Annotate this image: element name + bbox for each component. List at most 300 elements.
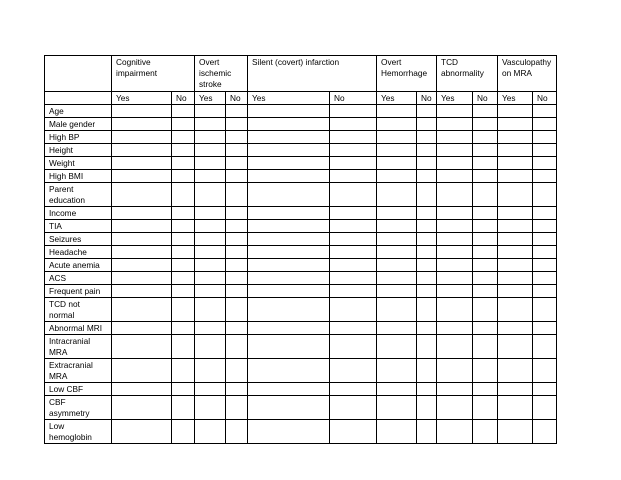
table-row	[45, 220, 557, 233]
empty-cell	[330, 322, 377, 335]
empty-cell	[330, 285, 377, 298]
empty-cell	[248, 170, 330, 183]
yes-no-corner-cell	[45, 92, 112, 105]
corner-cell	[45, 56, 112, 92]
empty-cell	[172, 220, 195, 233]
empty-cell	[533, 170, 557, 183]
empty-cell	[377, 233, 417, 246]
table-row	[45, 335, 557, 359]
empty-cell	[248, 220, 330, 233]
empty-cell	[195, 118, 226, 131]
row-label: Parent education	[45, 183, 112, 207]
table-row	[45, 396, 557, 420]
empty-cell	[195, 105, 226, 118]
empty-cell	[417, 335, 437, 359]
empty-cell	[112, 183, 172, 207]
table-row	[45, 272, 557, 285]
data-table	[44, 55, 557, 444]
empty-cell	[437, 322, 473, 335]
empty-cell	[498, 285, 533, 298]
empty-cell	[417, 157, 437, 170]
empty-cell	[195, 272, 226, 285]
empty-cell	[417, 233, 437, 246]
table-row	[45, 322, 557, 335]
yes-header: Yes	[377, 92, 417, 105]
empty-cell	[533, 396, 557, 420]
empty-cell	[498, 335, 533, 359]
table-row	[45, 183, 557, 207]
row-label: TCD not normal	[45, 298, 112, 322]
empty-cell	[473, 285, 498, 298]
row-label: Intracranial MRA	[45, 335, 112, 359]
empty-cell	[498, 359, 533, 383]
empty-cell	[112, 220, 172, 233]
empty-cell	[226, 233, 248, 246]
empty-cell	[172, 396, 195, 420]
empty-cell	[473, 383, 498, 396]
empty-cell	[377, 359, 417, 383]
group-header-overt-hemorrhage: Overt Hemorrhage	[377, 56, 437, 92]
empty-cell	[112, 335, 172, 359]
group-header-tcd-abnormality: TCD abnormality	[437, 56, 498, 92]
empty-cell	[248, 105, 330, 118]
empty-cell	[473, 396, 498, 420]
empty-cell	[112, 396, 172, 420]
empty-cell	[437, 420, 473, 444]
empty-cell	[533, 322, 557, 335]
empty-cell	[498, 220, 533, 233]
table-row	[45, 207, 557, 220]
group-header-silent-infarction: Silent (covert) infarction	[248, 56, 377, 92]
empty-cell	[112, 259, 172, 272]
empty-cell	[195, 322, 226, 335]
yes-header: Yes	[112, 92, 172, 105]
empty-cell	[533, 383, 557, 396]
row-label: High BP	[45, 131, 112, 144]
no-header: No	[417, 92, 437, 105]
empty-cell	[437, 383, 473, 396]
empty-cell	[226, 105, 248, 118]
row-label: Headache	[45, 246, 112, 259]
empty-cell	[330, 157, 377, 170]
empty-cell	[195, 335, 226, 359]
empty-cell	[330, 207, 377, 220]
empty-cell	[377, 322, 417, 335]
empty-cell	[533, 420, 557, 444]
row-label: CBF asymmetry	[45, 396, 112, 420]
group-header-vasculopathy: Vasculopathy on MRA	[498, 56, 557, 92]
empty-cell	[172, 157, 195, 170]
empty-cell	[377, 183, 417, 207]
empty-cell	[330, 272, 377, 285]
empty-cell	[377, 335, 417, 359]
empty-cell	[172, 118, 195, 131]
empty-cell	[226, 144, 248, 157]
empty-cell	[417, 420, 437, 444]
empty-cell	[172, 285, 195, 298]
empty-cell	[533, 131, 557, 144]
empty-cell	[417, 272, 437, 285]
empty-cell	[195, 170, 226, 183]
empty-cell	[226, 259, 248, 272]
empty-cell	[473, 131, 498, 144]
empty-cell	[195, 259, 226, 272]
row-label: Extracranial MRA	[45, 359, 112, 383]
empty-cell	[172, 272, 195, 285]
empty-cell	[112, 322, 172, 335]
row-label: Height	[45, 144, 112, 157]
table-row	[45, 144, 557, 157]
table-row	[45, 420, 557, 444]
empty-cell	[112, 359, 172, 383]
empty-cell	[330, 144, 377, 157]
empty-cell	[112, 383, 172, 396]
empty-cell	[533, 272, 557, 285]
empty-cell	[437, 285, 473, 298]
empty-cell	[172, 144, 195, 157]
empty-cell	[417, 170, 437, 183]
empty-cell	[248, 396, 330, 420]
empty-cell	[498, 396, 533, 420]
empty-cell	[417, 246, 437, 259]
empty-cell	[498, 383, 533, 396]
empty-cell	[417, 220, 437, 233]
empty-cell	[437, 157, 473, 170]
empty-cell	[195, 131, 226, 144]
row-label: ACS	[45, 272, 112, 285]
empty-cell	[226, 207, 248, 220]
empty-cell	[112, 246, 172, 259]
empty-cell	[437, 298, 473, 322]
empty-cell	[248, 383, 330, 396]
empty-cell	[195, 246, 226, 259]
empty-cell	[112, 157, 172, 170]
empty-cell	[533, 183, 557, 207]
empty-cell	[377, 298, 417, 322]
empty-cell	[437, 118, 473, 131]
empty-cell	[248, 118, 330, 131]
empty-cell	[417, 259, 437, 272]
empty-cell	[533, 118, 557, 131]
empty-cell	[195, 383, 226, 396]
empty-cell	[195, 359, 226, 383]
empty-cell	[533, 207, 557, 220]
empty-cell	[112, 105, 172, 118]
empty-cell	[498, 272, 533, 285]
empty-cell	[498, 105, 533, 118]
empty-cell	[195, 420, 226, 444]
row-label: TIA	[45, 220, 112, 233]
empty-cell	[112, 170, 172, 183]
empty-cell	[498, 420, 533, 444]
empty-cell	[226, 359, 248, 383]
empty-cell	[172, 233, 195, 246]
empty-cell	[248, 259, 330, 272]
empty-cell	[226, 285, 248, 298]
empty-cell	[417, 322, 437, 335]
empty-cell	[248, 144, 330, 157]
empty-cell	[533, 298, 557, 322]
empty-cell	[498, 207, 533, 220]
yes-header: Yes	[248, 92, 330, 105]
empty-cell	[498, 170, 533, 183]
group-header-overt-ischemic-stroke: Overt ischemic stroke	[195, 56, 248, 92]
empty-cell	[533, 105, 557, 118]
empty-cell	[437, 259, 473, 272]
empty-cell	[172, 322, 195, 335]
empty-cell	[473, 207, 498, 220]
empty-cell	[377, 383, 417, 396]
empty-cell	[377, 157, 417, 170]
empty-cell	[330, 170, 377, 183]
empty-cell	[112, 272, 172, 285]
empty-cell	[473, 183, 498, 207]
empty-cell	[417, 298, 437, 322]
empty-cell	[437, 207, 473, 220]
empty-cell	[248, 246, 330, 259]
empty-cell	[533, 285, 557, 298]
no-header: No	[533, 92, 557, 105]
empty-cell	[498, 233, 533, 246]
group-header-cognitive: Cognitive impairment	[112, 56, 195, 92]
empty-cell	[377, 170, 417, 183]
empty-cell	[112, 118, 172, 131]
empty-cell	[437, 105, 473, 118]
empty-cell	[417, 359, 437, 383]
empty-cell	[498, 183, 533, 207]
table-row	[45, 118, 557, 131]
empty-cell	[473, 322, 498, 335]
empty-cell	[330, 396, 377, 420]
empty-cell	[226, 183, 248, 207]
empty-cell	[112, 207, 172, 220]
row-label: Seizures	[45, 233, 112, 246]
empty-cell	[248, 420, 330, 444]
no-header: No	[226, 92, 248, 105]
empty-cell	[226, 118, 248, 131]
table-row	[45, 157, 557, 170]
row-label: Income	[45, 207, 112, 220]
empty-cell	[248, 285, 330, 298]
empty-cell	[226, 157, 248, 170]
empty-cell	[226, 298, 248, 322]
empty-cell	[377, 207, 417, 220]
empty-cell	[377, 285, 417, 298]
empty-cell	[377, 420, 417, 444]
empty-cell	[498, 118, 533, 131]
empty-cell	[195, 298, 226, 322]
empty-cell	[377, 259, 417, 272]
empty-cell	[473, 272, 498, 285]
empty-cell	[172, 183, 195, 207]
empty-cell	[377, 118, 417, 131]
empty-cell	[437, 233, 473, 246]
empty-cell	[473, 259, 498, 272]
empty-cell	[330, 105, 377, 118]
empty-cell	[498, 131, 533, 144]
empty-cell	[172, 420, 195, 444]
empty-cell	[195, 220, 226, 233]
empty-cell	[226, 272, 248, 285]
empty-cell	[248, 233, 330, 246]
empty-cell	[248, 272, 330, 285]
empty-cell	[437, 396, 473, 420]
empty-cell	[417, 118, 437, 131]
empty-cell	[112, 285, 172, 298]
header-row	[45, 56, 557, 92]
empty-cell	[377, 131, 417, 144]
empty-cell	[195, 396, 226, 420]
empty-cell	[172, 207, 195, 220]
empty-cell	[417, 285, 437, 298]
yes-header: Yes	[437, 92, 473, 105]
empty-cell	[377, 246, 417, 259]
empty-cell	[437, 170, 473, 183]
table-row	[45, 170, 557, 183]
empty-cell	[498, 259, 533, 272]
empty-cell	[226, 322, 248, 335]
table-row	[45, 131, 557, 144]
empty-cell	[437, 220, 473, 233]
empty-cell	[473, 220, 498, 233]
empty-cell	[112, 420, 172, 444]
empty-cell	[437, 335, 473, 359]
empty-cell	[377, 144, 417, 157]
table-row	[45, 105, 557, 118]
empty-cell	[226, 335, 248, 359]
empty-cell	[248, 359, 330, 383]
empty-cell	[437, 144, 473, 157]
empty-cell	[417, 105, 437, 118]
table-row	[45, 285, 557, 298]
yes-header: Yes	[195, 92, 226, 105]
empty-cell	[377, 105, 417, 118]
empty-cell	[330, 131, 377, 144]
empty-cell	[473, 298, 498, 322]
empty-cell	[377, 396, 417, 420]
empty-cell	[226, 246, 248, 259]
empty-cell	[473, 335, 498, 359]
empty-cell	[195, 233, 226, 246]
empty-cell	[195, 285, 226, 298]
empty-cell	[248, 183, 330, 207]
empty-cell	[226, 420, 248, 444]
empty-cell	[473, 105, 498, 118]
empty-cell	[498, 157, 533, 170]
no-header: No	[330, 92, 377, 105]
empty-cell	[437, 359, 473, 383]
empty-cell	[172, 246, 195, 259]
empty-cell	[226, 396, 248, 420]
table-row	[45, 246, 557, 259]
empty-cell	[172, 383, 195, 396]
no-header: No	[473, 92, 498, 105]
empty-cell	[248, 157, 330, 170]
empty-cell	[473, 420, 498, 444]
empty-cell	[417, 396, 437, 420]
no-header: No	[172, 92, 195, 105]
empty-cell	[226, 131, 248, 144]
empty-cell	[248, 298, 330, 322]
table-row	[45, 359, 557, 383]
row-label: Frequent pain	[45, 285, 112, 298]
empty-cell	[112, 298, 172, 322]
empty-cell	[437, 272, 473, 285]
table-row	[45, 298, 557, 322]
empty-cell	[437, 246, 473, 259]
empty-cell	[533, 259, 557, 272]
empty-cell	[473, 170, 498, 183]
empty-cell	[533, 335, 557, 359]
empty-cell	[248, 207, 330, 220]
empty-cell	[195, 157, 226, 170]
empty-cell	[473, 246, 498, 259]
empty-cell	[112, 233, 172, 246]
empty-cell	[498, 322, 533, 335]
empty-cell	[112, 131, 172, 144]
empty-cell	[417, 183, 437, 207]
empty-cell	[330, 335, 377, 359]
empty-cell	[533, 157, 557, 170]
empty-cell	[195, 207, 226, 220]
empty-cell	[330, 420, 377, 444]
table-row	[45, 233, 557, 246]
empty-cell	[248, 322, 330, 335]
empty-cell	[498, 144, 533, 157]
row-label: Age	[45, 105, 112, 118]
empty-cell	[437, 131, 473, 144]
row-label: Weight	[45, 157, 112, 170]
empty-cell	[437, 183, 473, 207]
empty-cell	[330, 259, 377, 272]
empty-cell	[195, 183, 226, 207]
empty-cell	[417, 144, 437, 157]
row-label: Male gender	[45, 118, 112, 131]
empty-cell	[533, 233, 557, 246]
empty-cell	[330, 233, 377, 246]
table-body	[45, 56, 557, 444]
empty-cell	[195, 144, 226, 157]
table-row	[45, 383, 557, 396]
empty-cell	[417, 383, 437, 396]
row-label: Low hemoglobin	[45, 420, 112, 444]
empty-cell	[172, 131, 195, 144]
empty-cell	[172, 359, 195, 383]
row-label: Acute anemia	[45, 259, 112, 272]
empty-cell	[473, 233, 498, 246]
empty-cell	[330, 220, 377, 233]
empty-cell	[533, 220, 557, 233]
empty-cell	[330, 246, 377, 259]
table-row	[45, 259, 557, 272]
empty-cell	[330, 359, 377, 383]
row-label: High BMI	[45, 170, 112, 183]
empty-cell	[417, 131, 437, 144]
empty-cell	[172, 298, 195, 322]
empty-cell	[172, 105, 195, 118]
empty-cell	[377, 272, 417, 285]
empty-cell	[226, 220, 248, 233]
empty-cell	[226, 170, 248, 183]
empty-cell	[473, 359, 498, 383]
yes-header: Yes	[498, 92, 533, 105]
empty-cell	[330, 298, 377, 322]
empty-cell	[330, 383, 377, 396]
empty-cell	[248, 335, 330, 359]
empty-cell	[417, 207, 437, 220]
empty-cell	[533, 359, 557, 383]
row-label: Low CBF	[45, 383, 112, 396]
